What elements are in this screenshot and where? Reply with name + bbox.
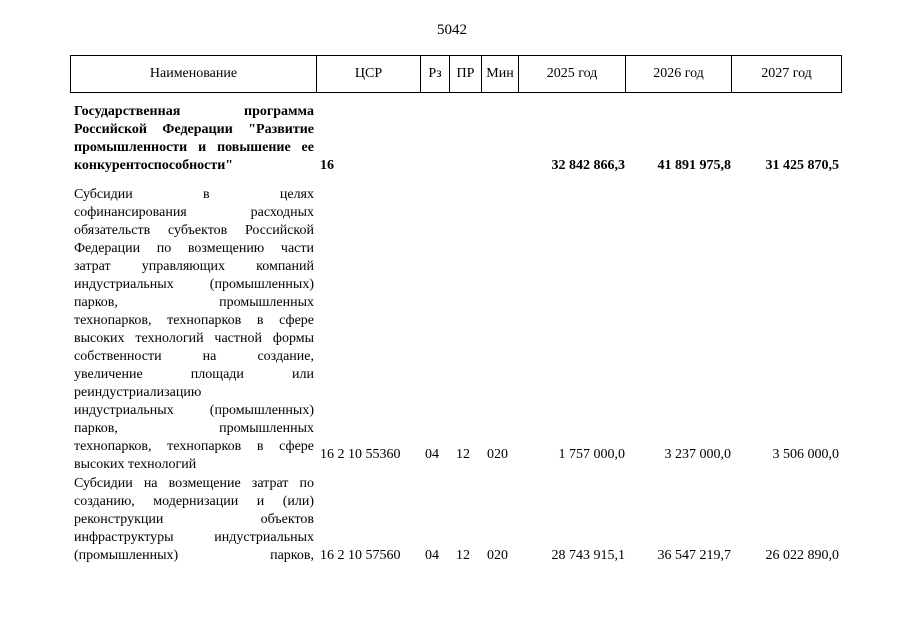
row-name-line: Субсидии на возмещение затрат по (74, 476, 314, 491)
row-2027: 31 425 870,5 (765, 158, 839, 173)
row-name-line: Российской Федерации "Развитие (74, 122, 314, 137)
row-name-line: высоких технологий (74, 457, 197, 472)
row-2025: 1 757 000,0 (558, 447, 625, 462)
row-name-line: обязательств субъектов Российской (74, 223, 314, 238)
row-csr: 16 2 10 57560 (320, 548, 401, 563)
row-name (74, 475, 314, 565)
header-2025: 2025 год (519, 56, 626, 92)
row-name-line: парков, промышленных (74, 295, 314, 310)
row-name-line: промышленности и повышение ее (74, 140, 314, 155)
row-name-line: реконструкции объектов (74, 512, 314, 527)
row-2027: 26 022 890,0 (765, 548, 839, 563)
row-name-line: реиндустриализацию (74, 385, 202, 400)
row-name-line: индустриальных (промышленных) (74, 277, 314, 292)
row-min: 020 (487, 548, 508, 563)
row-name-line: инфраструктуры индустриальных (74, 530, 314, 545)
row-name-line: Субсидии в целях (74, 187, 314, 202)
row-csr: 16 2 10 55360 (320, 447, 401, 462)
row-name (74, 186, 314, 474)
row-2025: 28 743 915,1 (551, 548, 625, 563)
row-name-line: конкурентоспособности" (74, 158, 234, 173)
row-2026: 41 891 975,8 (657, 158, 731, 173)
row-name-line: индустриальных (промышленных) (74, 403, 314, 418)
row-2027: 3 506 000,0 (772, 447, 839, 462)
header-min: Мин (482, 56, 519, 92)
row-name-line: технопарков, технопарков в сфере (74, 313, 314, 328)
header-csr: ЦСР (317, 56, 421, 92)
row-rz: 04 (425, 447, 439, 462)
row-name-line: увеличение площади или (74, 367, 314, 382)
row-name-line: Федерации по возмещению части (74, 241, 314, 256)
header-pr: ПР (450, 56, 482, 92)
row-min: 020 (487, 447, 508, 462)
header-2027: 2027 год (761, 66, 812, 81)
header-name: Наименование (71, 56, 317, 92)
row-name-line: Государственная программа (74, 104, 314, 119)
row-2026: 3 237 000,0 (664, 447, 731, 462)
row-name-line: высоких технологий частной формы (74, 331, 314, 346)
row-name-line: созданию, модернизации и (или) (74, 494, 314, 509)
row-2026: 36 547 219,7 (657, 548, 731, 563)
page-number: 5042 (437, 22, 467, 38)
row-pr: 12 (456, 447, 470, 462)
row-csr: 16 (320, 158, 334, 173)
row-name-line: софинансирования расходных (74, 205, 314, 220)
row-name-line: затрат управляющих компаний (74, 259, 314, 274)
row-name-line: (промышленных) парков, (74, 548, 314, 563)
table-header (70, 55, 842, 93)
row-2025: 32 842 866,3 (551, 158, 625, 173)
header-rz: Рз (421, 56, 450, 92)
row-name-line: парков, промышленных (74, 421, 314, 436)
row-rz: 04 (425, 548, 439, 563)
row-pr: 12 (456, 548, 470, 563)
header-2026: 2026 год (626, 56, 732, 92)
row-name-line: технопарков, технопарков в сфере (74, 439, 314, 454)
row-name-line: собственности на создание, (74, 349, 314, 364)
row-name (74, 103, 314, 175)
